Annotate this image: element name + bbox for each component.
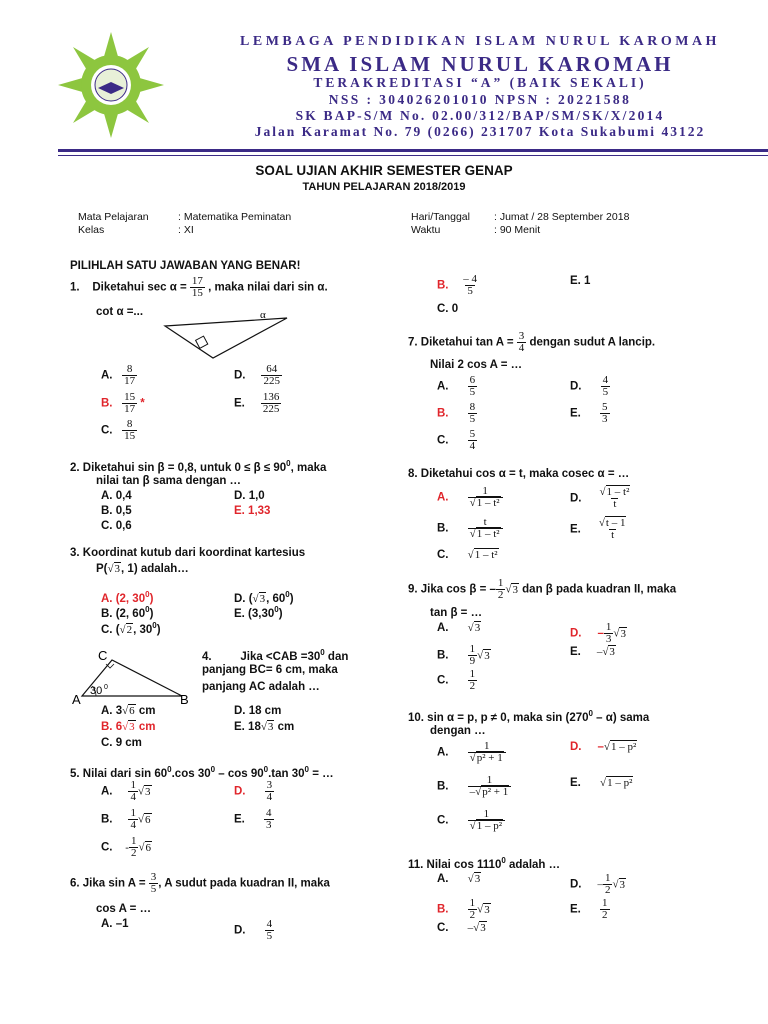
q9-option-d[interactable]: D. – $\frac{1}{3}$ √3	[570, 621, 626, 645]
q7-option-b[interactable]: B. $\frac{8}{5}$	[437, 401, 476, 425]
q4-line2: panjang BC= 6 cm, maka	[202, 664, 338, 676]
q4-option-c[interactable]: C. 9 cm	[101, 737, 142, 749]
q7-line2: Nilai 2 cos A = …	[430, 359, 523, 371]
q2-option-d[interactable]: D. 1,0	[234, 490, 265, 502]
q7-option-d[interactable]: D. $\frac{4}{5}$	[570, 374, 609, 398]
q11-option-b[interactable]: B. $\frac{1}{2}$ √3	[437, 897, 490, 921]
q10-option-a[interactable]: A. $\frac{1}{\text{√p² + 1}}$	[437, 741, 506, 764]
q10-option-b[interactable]: B. $\frac{1}{\text{–√p² + 1}}$	[437, 775, 511, 798]
q3-stem: 3. Koordinat kutub dari koordinat kartesius	[70, 547, 306, 559]
svg-text:A: A	[72, 692, 81, 706]
exam-title: SOAL UJIAN AKHIR SEMESTER GENAP	[255, 163, 513, 178]
info-mapel-label: Mata Pelajaran	[78, 211, 149, 223]
q3-line2: P(√3, 1) adalah…	[96, 563, 189, 575]
header-nss: NSS : 304026201010 NPSN : 20221588	[328, 92, 632, 107]
q6-option-e[interactable]: E. 1	[570, 275, 591, 287]
q3-option-d[interactable]: D. (√3, $60^0$)	[234, 590, 294, 605]
q2-option-b[interactable]: B. 0,5	[101, 505, 132, 517]
q8-option-d[interactable]: D. $\frac{\text{√1 – t²}}{t}$	[570, 486, 630, 510]
q10-stem: 10. sin α = p, p ≠ 0, maka $\sin (270^0 - \alpha)$ sama	[408, 709, 650, 724]
q6-option-b[interactable]: B. $\frac{- 4}{5}$	[437, 273, 478, 297]
header-divider	[58, 149, 768, 152]
svg-text:30: 30	[90, 685, 103, 697]
q10-option-d[interactable]: D. –√1 – p²	[570, 741, 637, 753]
q2-line2: nilai tan β sama dengan …	[96, 475, 242, 487]
q8-stem: 8. Diketahui cos α = t, maka cosec α = …	[408, 468, 630, 480]
svg-text:α: α	[260, 309, 266, 321]
svg-text:0: 0	[104, 684, 108, 691]
header-school-name: SMA ISLAM NURUL KAROMAH	[286, 52, 674, 76]
q4-option-a[interactable]: A. 3√6 cm	[101, 705, 156, 717]
q6-stem: 6. Jika sin A = $\frac{3}{5}$ , A sudut pada kuadran II, maka	[70, 871, 330, 895]
info-waktu-value: : 90 Menit	[494, 224, 541, 236]
q2-option-e[interactable]: E. 1,33	[234, 505, 271, 517]
header-address: Jalan Karamat No. 79 (0266) 231707 Kota Sukabumi 43122	[254, 124, 706, 139]
info-mapel-value: : Matematika Peminatan	[178, 211, 292, 223]
q6-option-a[interactable]: A. –1	[101, 918, 129, 930]
info-kelas-value: : XI	[178, 224, 194, 236]
exam-subtitle: TAHUN PELAJARAN 2018/2019	[302, 181, 466, 193]
q10-option-e[interactable]: E. √1 – p²	[570, 777, 633, 789]
q7-stem: 7. Diketahui tan A = $\frac{3}{4}$ dengan sudut A lancip.	[408, 330, 656, 354]
q5-option-a[interactable]: A. $\frac{1}{4}$ √3	[101, 779, 151, 803]
header-divider-thin	[58, 155, 768, 156]
q1-option-d[interactable]: D. $\frac{64}{225}$	[234, 363, 280, 387]
q9-option-b[interactable]: B. $\frac{1}{9}$ √3	[437, 643, 490, 667]
svg-text:B: B	[180, 692, 189, 706]
q1-option-a[interactable]: A. $\frac{8}{17}$	[101, 363, 136, 387]
q8-option-b[interactable]: B. $\frac{t}{\text{√1 – t²}}$	[437, 517, 503, 540]
q10-line2: dengan …	[430, 725, 486, 737]
q1-stem: 1. Diketahui sec α = $\frac{17}{15}$ , maka nilai dari sin α.	[70, 275, 328, 299]
info-waktu-label: Waktu	[411, 224, 441, 236]
q9-option-c[interactable]: C. $\frac{1}{2}$	[437, 668, 476, 692]
q9-option-e[interactable]: E. –√3	[570, 646, 615, 658]
school-logo	[56, 30, 166, 140]
header-accreditation: TERAKREDITASI “A” (BAIK SEKALI)	[313, 75, 647, 90]
q9-option-a[interactable]: A. √3	[437, 622, 481, 634]
q5-option-d[interactable]: D. $\frac{3}{4}$	[234, 779, 273, 803]
logo-star-icon	[56, 30, 166, 140]
q4-triangle	[70, 646, 200, 706]
q2-option-a[interactable]: A. 0,4	[101, 490, 132, 502]
q4-stem: 4. Jika $<CAB =30^0$ dan	[202, 648, 349, 663]
q4-option-d[interactable]: D. 18 cm	[234, 705, 282, 717]
q8-option-c[interactable]: C. √1 – t²	[437, 549, 498, 561]
q2-option-c[interactable]: C. 0,6	[101, 520, 132, 532]
header-line1: LEMBAGA PENDIDIKAN ISLAM NURUL KAROMAH	[240, 34, 720, 49]
q1-option-c[interactable]: C. $\frac{8}{15}$	[101, 418, 136, 442]
q5-option-c[interactable]: C. - $\frac{1}{2}$ √6	[101, 835, 151, 859]
q6-line2: cos A = …	[96, 903, 152, 915]
q5-option-e[interactable]: E. $\frac{4}{3}$	[234, 807, 272, 831]
svg-text:C: C	[98, 648, 108, 663]
q6-option-c[interactable]: C. 0	[437, 303, 459, 315]
q3-option-e[interactable]: E. (3,30$^0$)	[234, 605, 283, 620]
instruction: PILIHLAH SATU JAWABAN YANG BENAR!	[70, 260, 301, 272]
q2-stem: 2. Diketahui sin β = 0,8, untuk $0 \le \beta \le 90^0$, maka	[70, 459, 327, 474]
q11-option-c[interactable]: C. –√3	[437, 922, 486, 934]
q3-option-a[interactable]: A. (2, $30^0$)	[101, 590, 154, 605]
q4-line3: panjang AC adalah …	[202, 681, 320, 693]
q5-stem: 5. Nilai dari $\sin 60^0.\cos$ $30^0$ – $\cos 90^0.\tan$ $30^0$ = …	[70, 765, 334, 780]
q7-option-e[interactable]: E. $\frac{5}{3}$	[570, 401, 608, 425]
q8-option-a[interactable]: A. $\frac{1}{\text{√1 – t²}}$	[437, 486, 503, 509]
q1-line2: cot α =...	[96, 306, 144, 318]
q1-triangle	[155, 306, 295, 361]
q6-option-d[interactable]: D. $\frac{4}{5}$	[234, 918, 273, 942]
q11-option-a[interactable]: A. √3	[437, 873, 481, 885]
q4-option-b[interactable]: B. 6√3 cm	[101, 721, 156, 733]
q4-option-e[interactable]: E. 18√3 cm	[234, 721, 295, 733]
header-sk: SK BAP-S/M No. 02.00/312/BAP/SM/SK/X/2014	[295, 108, 665, 123]
q7-option-a[interactable]: A. $\frac{6}{5}$	[437, 374, 476, 398]
q9-stem: 9. Jika cos β = – $\frac{1}{2}$ √3 dan β pada kuadran II, maka	[408, 577, 677, 601]
q3-option-b[interactable]: B. (2, $60^0$)	[101, 605, 154, 620]
info-hari-value: : Jumat / 28 September 2018	[494, 211, 630, 223]
q9-line2: tan β = …	[430, 607, 483, 619]
q10-option-c[interactable]: C. $\frac{1}{\text{√1 – p²}}$	[437, 809, 505, 832]
q3-option-c[interactable]: C. (√2, $30^0$)	[101, 621, 161, 636]
q11-stem: 11. Nilai cos 1110$^0$ adalah …	[408, 856, 561, 871]
q7-option-c[interactable]: C. $\frac{5}{4}$	[437, 428, 476, 452]
info-hari-label: Hari/Tanggal	[411, 211, 470, 223]
q11-option-e[interactable]: E. $\frac{1}{2}$	[570, 897, 608, 921]
q8-option-e[interactable]: E. $\frac{√t - 1}{t}$	[570, 517, 626, 541]
q1-option-b[interactable]: B. $\frac{15}{17}$ *	[101, 391, 145, 415]
info-kelas-label: Kelas	[78, 224, 105, 236]
q5-option-b[interactable]: B. $\frac{1}{4}$ √6	[101, 807, 151, 831]
q1-option-e[interactable]: E. $\frac{136}{225}$	[234, 391, 280, 415]
q11-option-d[interactable]: D. – $\frac{1}{2}$ √3	[570, 872, 626, 896]
